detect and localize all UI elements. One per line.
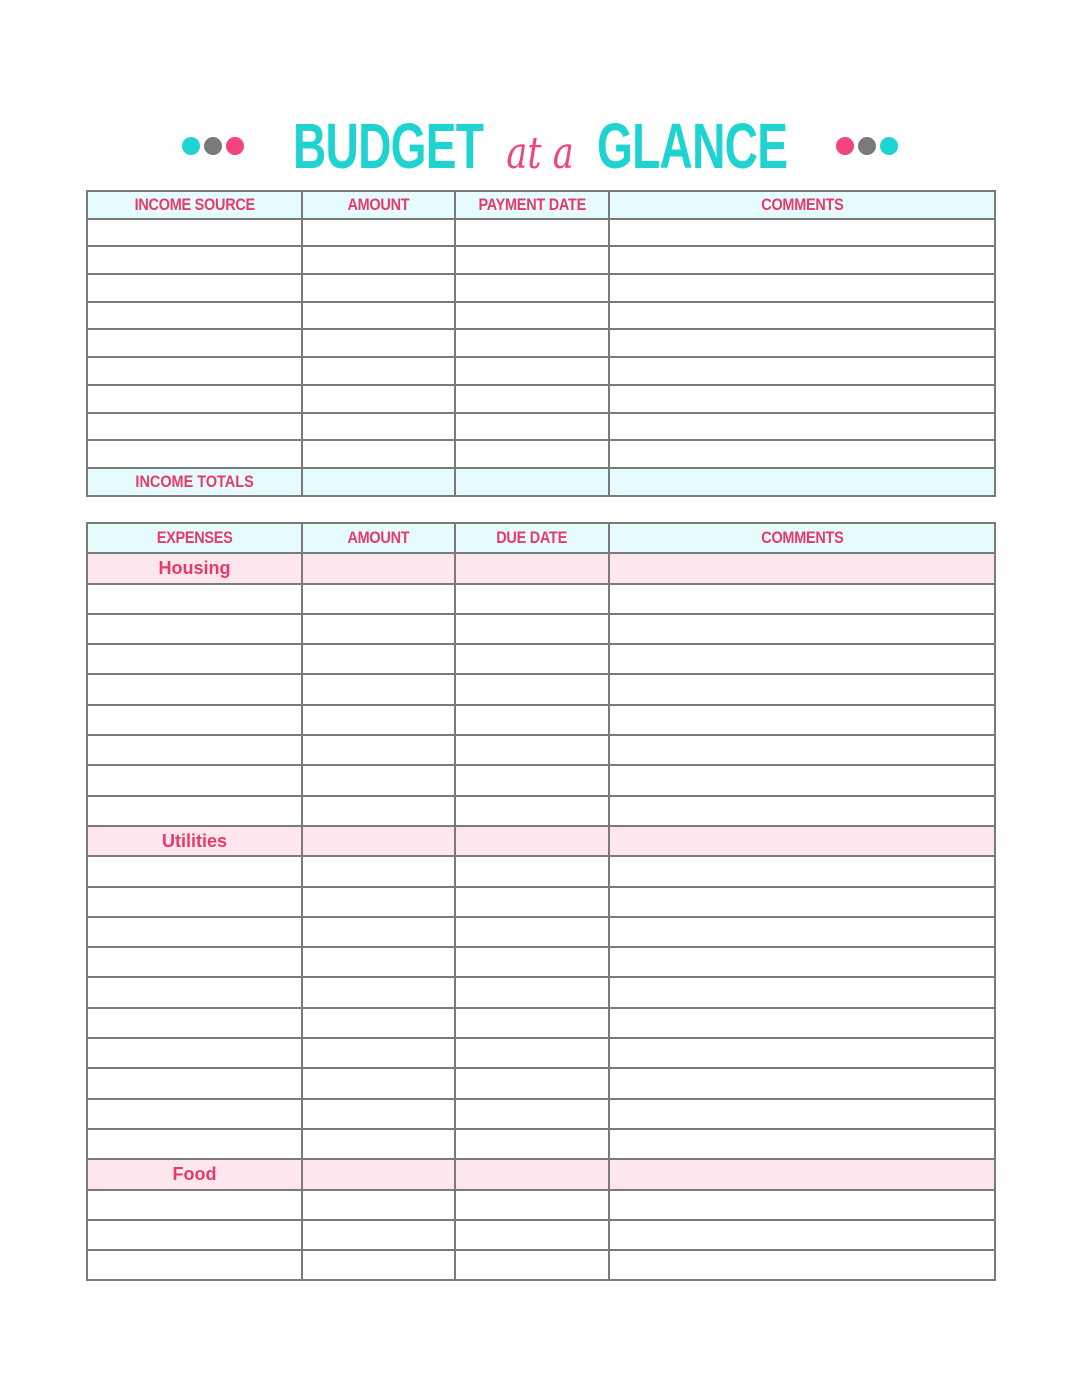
expense-row [87,1099,995,1129]
income-row [87,357,995,385]
expense-name-cell[interactable] [87,796,302,826]
expense-comments-cell[interactable] [609,977,995,1007]
income-name-cell[interactable] [87,413,302,441]
expense-date-cell[interactable] [455,856,609,886]
income-amount-cell[interactable] [302,329,455,357]
expense-comments-cell[interactable] [609,1220,995,1250]
expense-comments-cell[interactable] [609,887,995,917]
expense-comments-cell[interactable] [609,917,995,947]
expense-comments-cell[interactable] [609,1008,995,1038]
expense-date-cell[interactable] [455,674,609,704]
income-name-cell[interactable] [87,357,302,385]
expense-date-cell[interactable] [455,1220,609,1250]
income-row [87,274,995,302]
expense-date-cell[interactable] [455,887,609,917]
expense-row [87,856,995,886]
expense-name-cell[interactable] [87,977,302,1007]
income-comments-cell[interactable] [609,302,995,330]
income-amount-cell[interactable] [302,246,455,274]
expense-name-cell[interactable] [87,887,302,917]
expense-date-cell[interactable] [455,1008,609,1038]
expense-row [87,1190,995,1220]
income-amount-cell[interactable] [302,357,455,385]
category-cell[interactable] [302,1159,455,1189]
income-row [87,440,995,468]
income-date-cell[interactable] [455,329,609,357]
income-rows [87,219,995,468]
expense-comments-cell[interactable] [609,644,995,674]
expenses-table [86,522,996,1281]
expense-amount-cell[interactable] [302,1038,455,1068]
income-comments-cell[interactable] [609,357,995,385]
page-title [256,109,825,183]
expense-name-cell[interactable] [87,1099,302,1129]
expense-amount-cell[interactable] [302,1129,455,1159]
category-cell[interactable] [455,553,609,583]
category-cell[interactable] [302,826,455,856]
expense-name-cell[interactable] [87,735,302,765]
income-name-cell[interactable] [87,219,302,247]
pink-dot [836,137,854,155]
category-label: Utilities [87,826,302,856]
income-date-cell[interactable] [455,274,609,302]
expense-amount-cell[interactable] [302,856,455,886]
title-at-a: at a [506,128,574,179]
teal-dot [182,137,200,155]
expense-row [87,1129,995,1159]
expense-amount-cell[interactable] [302,735,455,765]
expense-name-cell[interactable] [87,1250,302,1280]
expense-amount-cell[interactable] [302,947,455,977]
income-totals-label: INCOME TOTALS [87,468,302,496]
expense-date-cell[interactable] [455,584,609,614]
due-date-header: DUE DATE [455,523,609,553]
expense-date-cell[interactable] [455,796,609,826]
expense-amount-cell[interactable] [302,1190,455,1220]
category-label: Housing [87,553,302,583]
expense-row [87,1008,995,1038]
expense-name-cell[interactable] [87,917,302,947]
category-cell[interactable] [609,553,995,583]
income-totals-date-cell[interactable] [455,468,609,496]
expense-comments-cell[interactable] [609,614,995,644]
category-cell[interactable] [609,1159,995,1189]
expense-date-cell[interactable] [455,705,609,735]
expense-row [87,1250,995,1280]
expense-amount-cell[interactable] [302,1068,455,1098]
expense-amount-cell[interactable] [302,674,455,704]
expense-comments-cell[interactable] [609,856,995,886]
expense-name-cell[interactable] [87,674,302,704]
expense-name-cell[interactable] [87,1008,302,1038]
expense-comments-cell[interactable] [609,705,995,735]
income-amount-cell[interactable] [302,440,455,468]
expense-row [87,765,995,795]
expense-name-cell[interactable] [87,1038,302,1068]
expense-date-cell[interactable] [455,1068,609,1098]
income-totals-amount-cell[interactable] [302,468,455,496]
expense-comments-cell[interactable] [609,674,995,704]
expense-amount-cell[interactable] [302,796,455,826]
title-glance: GLANCE [597,110,788,182]
expense-comments-cell[interactable] [609,584,995,614]
expense-name-cell[interactable] [87,1068,302,1098]
expense-amount-cell[interactable] [302,917,455,947]
expense-comments-cell[interactable] [609,947,995,977]
expense-name-cell[interactable] [87,856,302,886]
expense-comments-cell[interactable] [609,765,995,795]
income-amount-cell[interactable] [302,385,455,413]
expense-row [87,1220,995,1250]
expense-amount-cell[interactable] [302,584,455,614]
category-cell[interactable] [609,826,995,856]
expense-comments-cell[interactable] [609,1129,995,1159]
expense-row [87,796,995,826]
expense-comments-cell[interactable] [609,1250,995,1280]
income-row [87,219,995,247]
expense-amount-cell[interactable] [302,1099,455,1129]
expense-comments-cell[interactable] [609,796,995,826]
expense-name-cell[interactable] [87,614,302,644]
category-label: Food [87,1159,302,1189]
income-comments-cell[interactable] [609,413,995,441]
income-name-cell[interactable] [87,274,302,302]
income-date-cell[interactable] [455,385,609,413]
title-budget: BUDGET [292,110,483,182]
expense-row [87,644,995,674]
income-row [87,385,995,413]
expense-amount-cell[interactable] [302,1008,455,1038]
expense-date-cell[interactable] [455,947,609,977]
income-row [87,329,995,357]
income-comments-cell[interactable] [609,219,995,247]
income-source-header: INCOME SOURCE [87,191,302,219]
expense-name-cell[interactable] [87,705,302,735]
expense-row [87,887,995,917]
expense-comments-cell[interactable] [609,1099,995,1129]
income-comments-header: COMMENTS [609,191,995,219]
expense-comments-cell[interactable] [609,1068,995,1098]
category-row-food [87,1159,995,1189]
expense-rows [87,553,995,1280]
expense-amount-cell[interactable] [302,765,455,795]
expense-row [87,705,995,735]
expense-amount-cell[interactable] [302,614,455,644]
pink-dot [226,137,244,155]
income-amount-cell[interactable] [302,219,455,247]
expense-name-cell[interactable] [87,765,302,795]
income-name-cell[interactable] [87,385,302,413]
expense-amount-cell[interactable] [302,977,455,1007]
expense-name-cell[interactable] [87,1190,302,1220]
expense-name-cell[interactable] [87,644,302,674]
expense-date-cell[interactable] [455,977,609,1007]
expense-row [87,1068,995,1098]
category-row-utilities [87,826,995,856]
expense-date-cell[interactable] [455,1099,609,1129]
income-amount-header: AMOUNT [302,191,455,219]
income-totals-row [87,468,995,496]
income-comments-cell[interactable] [609,440,995,468]
income-row [87,413,995,441]
expense-row [87,584,995,614]
gray-dot [204,137,222,155]
income-date-cell[interactable] [455,440,609,468]
income-name-cell[interactable] [87,329,302,357]
income-amount-cell[interactable] [302,274,455,302]
expense-date-cell[interactable] [455,1129,609,1159]
expense-name-cell[interactable] [87,584,302,614]
income-date-cell[interactable] [455,357,609,385]
income-amount-cell[interactable] [302,302,455,330]
left-dots-decoration [182,137,244,155]
income-date-cell[interactable] [455,219,609,247]
expense-amount-cell[interactable] [302,1220,455,1250]
income-row [87,246,995,274]
income-amount-cell[interactable] [302,413,455,441]
expense-date-cell[interactable] [455,917,609,947]
expense-row [87,614,995,644]
right-dots-decoration [836,137,898,155]
category-cell[interactable] [455,1159,609,1189]
gray-dot [858,137,876,155]
expenses-header: EXPENSES [87,523,302,553]
expense-amount-cell[interactable] [302,705,455,735]
expense-row [87,917,995,947]
category-cell[interactable] [302,553,455,583]
expense-comments-cell[interactable] [609,1190,995,1220]
expense-date-cell[interactable] [455,1250,609,1280]
income-row [87,302,995,330]
income-comments-cell[interactable] [609,329,995,357]
expense-row [87,1038,995,1068]
income-name-cell[interactable] [87,302,302,330]
expense-name-cell[interactable] [87,1220,302,1250]
income-comments-cell[interactable] [609,246,995,274]
expense-amount-cell[interactable] [302,887,455,917]
category-cell[interactable] [455,826,609,856]
income-comments-cell[interactable] [609,274,995,302]
expense-comments-cell[interactable] [609,735,995,765]
income-date-cell[interactable] [455,246,609,274]
expense-amount-header: AMOUNT [302,523,455,553]
expense-amount-cell[interactable] [302,644,455,674]
income-date-cell[interactable] [455,302,609,330]
expense-comments-header: COMMENTS [609,523,995,553]
income-comments-cell[interactable] [609,385,995,413]
expense-date-cell[interactable] [455,1038,609,1068]
expense-comments-cell[interactable] [609,1038,995,1068]
expense-row [87,977,995,1007]
income-name-cell[interactable] [87,440,302,468]
income-name-cell[interactable] [87,246,302,274]
payment-date-header: PAYMENT DATE [455,191,609,219]
expense-date-cell[interactable] [455,614,609,644]
expense-row [87,735,995,765]
income-header-row [87,191,995,219]
expense-row [87,947,995,977]
expense-date-cell[interactable] [455,644,609,674]
income-totals-comments-cell[interactable] [609,468,995,496]
income-table [86,190,996,497]
expense-date-cell[interactable] [455,765,609,795]
income-date-cell[interactable] [455,413,609,441]
expense-date-cell[interactable] [455,1190,609,1220]
expense-name-cell[interactable] [87,1129,302,1159]
expense-date-cell[interactable] [455,735,609,765]
page-header [0,108,1080,184]
expense-name-cell[interactable] [87,947,302,977]
expenses-header-row [87,523,995,553]
expense-amount-cell[interactable] [302,1250,455,1280]
teal-dot [880,137,898,155]
category-row-housing [87,553,995,583]
expense-row [87,674,995,704]
